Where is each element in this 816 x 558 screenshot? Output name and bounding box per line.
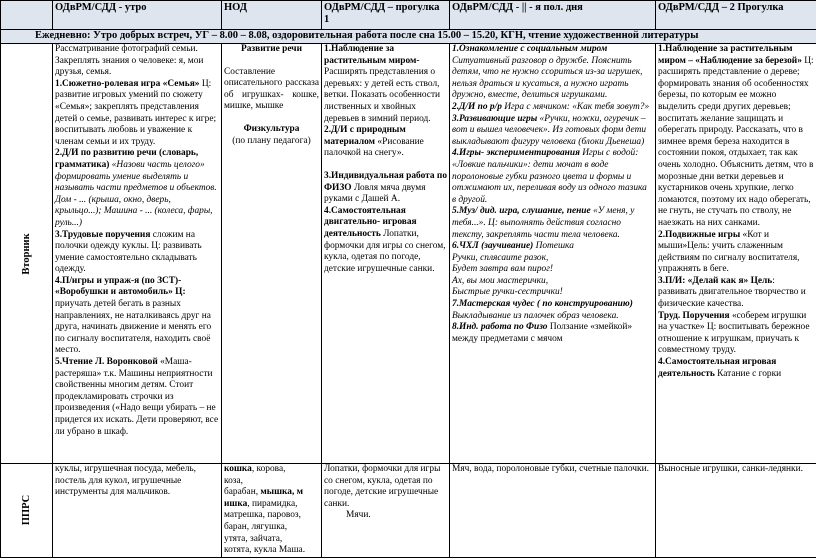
afternoon-p7: 7.Мастерская чудес ( по конструированию) Выкладывание из палочек образ человека.	[452, 299, 653, 322]
nod-desc: Составление описательного рассказа об игрушках- кошке, мишке, мышке	[224, 67, 319, 113]
nod-cell	[222, 44, 322, 464]
pprs-walk2: Выносные игрушки, санки-ледянки.	[656, 464, 816, 558]
walk2-p1: 1.Наблюдение за растительным миром – «Наблюдение за березой» Ц: расширять представление о дереве; формировать знания об особенностях березы, по которым ее можно выделить среди других деревьев; воспитать желание защищать и оберегать природу. Рассказать, что в зимнее время береза находится в состоянии покоя, отдыхает, так как очень холодно. Объяснить детям, что в морозные дни ветки деревьев и кустарников очень хрупкие, легко ломаются, поэтому их надо оберегать, не гнуть, не стучать по стволу, не наезжать на них санками.	[658, 44, 814, 230]
pprs-label: ППРС	[21, 495, 33, 525]
nod-pe-title: Физкультура	[224, 124, 319, 136]
header-walk1: ОДвРМ/СДД – прогулка 1	[322, 1, 450, 30]
daily-row	[1, 30, 816, 44]
poem-line-4: Быстрые ручки-сестрички!	[452, 287, 653, 299]
walk1-p4: 4.Самостоятельная двигательно- игровая деятельность Лопатки, формочки для игры со снегом, кукла, одетая по погоде, детские игрушечные санки.	[324, 206, 447, 276]
afternoon-p4: 4.Игры- экспериментирования Игры с водой: «Ловкие пальчики»: дети мочат в воде поролоновые губки разного цвета и формы и отжимают их, переливая воду из одного тазика в другой.	[452, 148, 653, 206]
tuesday-row	[1, 44, 816, 464]
day-label: Вторник	[21, 233, 33, 274]
nod-pe-note: (по плану педагога)	[224, 136, 319, 148]
daily-routine: Ежедневно: Утро добрых встреч, УГ – 8.00 – 8.08, оздоровительная работа после сна 15.00 – 15.20, КГН, чтение художественной литературы	[1, 30, 816, 44]
pprs-nod: кошка, корова, коза, барабан, мышка, м ишка, пирамидка, матрешка, паровоз, баран, лягушка, утята, зайчата, котята, кукла Маша.	[222, 464, 322, 558]
nod-title: Развитие речи	[224, 44, 319, 56]
morning-p5: 4.П/игры и упраж-я (по ЗСТ)- «Воробушки и автомобиль» Ц: приучать детей бегать в разных направлениях, не наталкиваясь друг на друга, начинать движение и менять его по сигналу воспитателя, находить своё место.	[55, 276, 219, 357]
morning-p4: 3.Трудовые поручения сложим на полочки одежду куклы. Ц: развивать умение самостоятельно складывать одежду.	[55, 230, 219, 276]
header-row	[1, 1, 816, 30]
morning-p1: Рассматривание фотографий семьи. Закреплять знания о человеке: я, мои друзья, семья.	[55, 44, 219, 79]
walk1-spacer	[324, 160, 447, 171]
morning-p2: 1.Сюжетно-ролевая игра «Семья» Ц: развитие игровых умений по сюжету «Семья»; закреплять представления детей о семье, развивать интерес к игре; воспитывать любовь и уважение к членам семьи и их труду.	[55, 79, 219, 149]
nod-spacer	[224, 56, 319, 67]
day-label-cell	[1, 44, 53, 464]
walk1-p3: 3.Индивидуальная работа по ФИЗО Ловля мяча двумя руками с Дашей А.	[324, 171, 447, 206]
walk2-p2: 2.Подвижные игры «Кот и мыши»Цель: учить слаженным действиям по сигналу воспитателя, упражнять в беге.	[658, 230, 814, 276]
morning-p3: 2.Д/И по развитию речи (словарь, грамматика) «Назови часть целого» формировать умение выделять и называть части предметов и объектов. Дом - ... (крыша, окно, дверь, крыльцо...); Машина - ... (колеса, фары, руль...)	[55, 148, 219, 229]
poem-line-2: Будет завтра вам пирог!	[452, 264, 653, 276]
header-nod: НОД	[222, 1, 322, 30]
nod-spacer-2	[224, 113, 319, 124]
header-morning: ОДвРМ/СДД - утро	[53, 1, 222, 30]
afternoon-cell	[450, 44, 656, 464]
poem-line-1: Ручки, сплясаите разок,	[452, 253, 653, 265]
walk2-p5: 4.Самостоятельная игровая деятельность Катание с горки	[658, 357, 814, 380]
afternoon-p2: 2.Д/И по р/р Игра с мячиком: «Как тебя зовут?»	[452, 102, 653, 114]
morning-p6: 5.Чтение Л. Воронковой «Маша-растеряша» т.к. Машины неприятности свойственны многим детям. Стоит продекламировать строчки из произведения («Надо вещи убирать – не придется их искать. Дети проверяют, все ли убрано в шкаф.	[55, 357, 219, 438]
walk1-p1: 1.Наблюдение за растительным миром- Расширять представления о деревьях: у детей есть ствол, ветки. Показать особенности лиственных и хвойных деревьев в зимний период.	[324, 44, 447, 125]
pprs-morning: куклы, игрушечная посуда, мебель, постель для кукол, игрушечные инструменты для мальчиков.	[53, 464, 222, 558]
afternoon-p8: 8.Инд. работа по Физо Ползание «змейкой» между предметами с мячом	[452, 322, 653, 345]
pprs-row	[1, 464, 816, 558]
header-corner	[1, 1, 53, 30]
pprs-walk1: Лопатки, формочки для игры со снегом, кукла, одетая по погоде, детские игрушечные санки. Мячи.	[322, 464, 450, 558]
afternoon-p5: 5.Муз/ дид. игра, слушание, пение «У меня, у тебя...». Ц: выполнять действия согласно тексту, закреплять части тела человека.	[452, 206, 653, 241]
walk2-p3: 3.П/И: «Делай как я» Цель: развивать двигательное творчество и физические качества.	[658, 276, 814, 311]
afternoon-p1: 1.Ознакомление с социальным миром Ситуативный разговор о дружбе. Пояснить детям, что не нужно ссориться из-за игрушек, нельзя драться и кусаться, а нужно играть дружно, вместе, делиться игрушками.	[452, 44, 653, 102]
walk1-p2: 2.Д/И с природным материалом «Рисование палочкой на снегу».	[324, 125, 447, 160]
afternoon-p6: 6.ЧХЛ (заучивание) Потешка	[452, 241, 653, 253]
morning-cell	[53, 44, 222, 464]
afternoon-p3: 3.Развивающие игры «Ручки, ножки, огуречик – вот и вышел человечек». Из готовых форм дети выкладывают фигуру человека (блоки Дьенеша)	[452, 114, 653, 149]
poem-line-3: Ах, вы мои мастерички,	[452, 276, 653, 288]
walk1-cell	[322, 44, 450, 464]
walk2-cell	[656, 44, 816, 464]
header-walk2: ОДвРМ/СДД – 2 Прогулка	[656, 1, 816, 30]
pprs-afternoon: Мяч, вода, поролоновые губки, счетные палочки.	[450, 464, 656, 558]
walk2-p4: Труд. Поручения «соберем игрушки на участке» Ц: воспитывать бережное отношение к игрушкам, приучать к совместному труду.	[658, 311, 814, 357]
header-afternoon: ОДвРМ/СДД - || - я пол. дня	[450, 1, 656, 30]
pprs-label-cell	[1, 464, 53, 558]
